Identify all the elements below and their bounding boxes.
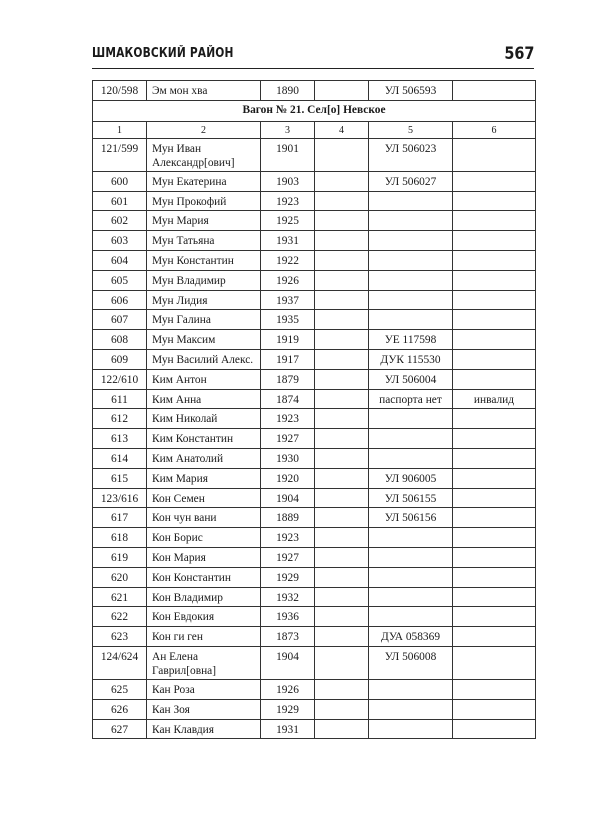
document-number: [369, 191, 453, 211]
person-name: Кон чун вани: [147, 508, 261, 528]
document-number: УЛ 506004: [369, 369, 453, 389]
table-row: [93, 211, 536, 231]
table-row: [93, 369, 536, 389]
column-4-cell: [315, 409, 369, 429]
row-number: 605: [93, 270, 147, 290]
person-name: Кон Борис: [147, 528, 261, 548]
document-number: УЛ 506023: [369, 138, 453, 171]
column-number: 5: [369, 121, 453, 138]
row-number: 123/616: [93, 488, 147, 508]
remark: [453, 81, 536, 101]
table-row: [93, 587, 536, 607]
remark: [453, 250, 536, 270]
column-number: 6: [453, 121, 536, 138]
table-row: [93, 250, 536, 270]
table-row: [93, 330, 536, 350]
remark: инвалид: [453, 389, 536, 409]
row-number: 121/599: [93, 138, 147, 171]
birth-year: 1923: [261, 409, 315, 429]
document-number: УЛ 506155: [369, 488, 453, 508]
row-number: 122/610: [93, 369, 147, 389]
row-number: 601: [93, 191, 147, 211]
remark: [453, 607, 536, 627]
birth-year: 1903: [261, 171, 315, 191]
column-4-cell: [315, 211, 369, 231]
document-number: [369, 679, 453, 699]
birth-year: 1936: [261, 607, 315, 627]
section-title: Вагон № 21. Сел[о] Невское: [93, 100, 536, 121]
column-4-cell: [315, 719, 369, 739]
column-4-cell: [315, 508, 369, 528]
table-row: [93, 528, 536, 548]
document-number: [369, 699, 453, 719]
person-name: Эм мон хва: [147, 81, 261, 101]
person-name: Ким Николай: [147, 409, 261, 429]
section-header-row: [93, 100, 536, 121]
row-number: 606: [93, 290, 147, 310]
remark: [453, 627, 536, 647]
document-number: УЛ 506156: [369, 508, 453, 528]
column-4-cell: [315, 389, 369, 409]
birth-year: 1926: [261, 270, 315, 290]
birth-year: 1873: [261, 627, 315, 647]
table-row: [93, 191, 536, 211]
birth-year: 1919: [261, 330, 315, 350]
row-number: 612: [93, 409, 147, 429]
person-name: Мун Лидия: [147, 290, 261, 310]
table-row: [93, 389, 536, 409]
row-number: 604: [93, 250, 147, 270]
header-rule: [92, 68, 534, 69]
row-number: 626: [93, 699, 147, 719]
column-4-cell: [315, 231, 369, 251]
table-row: [93, 429, 536, 449]
table-row: [93, 699, 536, 719]
document-number: [369, 270, 453, 290]
remark: [453, 587, 536, 607]
row-number: 609: [93, 349, 147, 369]
remark: [453, 310, 536, 330]
table-row: [93, 231, 536, 251]
remark: [453, 508, 536, 528]
birth-year: 1929: [261, 699, 315, 719]
remark: [453, 369, 536, 389]
birth-year: 1904: [261, 488, 315, 508]
column-4-cell: [315, 250, 369, 270]
row-number: 124/624: [93, 646, 147, 679]
remark: [453, 270, 536, 290]
remark: [453, 719, 536, 739]
column-number: 4: [315, 121, 369, 138]
remark: [453, 191, 536, 211]
birth-year: 1929: [261, 567, 315, 587]
column-number: 1: [93, 121, 147, 138]
birth-year: 1930: [261, 448, 315, 468]
page-number: 567: [503, 44, 534, 64]
person-name: Мун Екатерина: [147, 171, 261, 191]
table-row: [93, 646, 536, 679]
person-name: Кон Владимир: [147, 587, 261, 607]
birth-year: 1889: [261, 508, 315, 528]
document-number: УЕ 117598: [369, 330, 453, 350]
column-4-cell: [315, 699, 369, 719]
document-number: УЛ 506027: [369, 171, 453, 191]
birth-year: 1926: [261, 679, 315, 699]
person-name: Кон Константин: [147, 567, 261, 587]
table-row: [93, 138, 536, 171]
remark: [453, 231, 536, 251]
person-name: Мун Владимир: [147, 270, 261, 290]
person-name: Кан Клавдия: [147, 719, 261, 739]
row-number: 627: [93, 719, 147, 739]
document-number: [369, 547, 453, 567]
person-name: Кон Мария: [147, 547, 261, 567]
deportation-list-table: [92, 80, 536, 739]
table-row: [93, 310, 536, 330]
column-4-cell: [315, 330, 369, 350]
birth-year: 1923: [261, 191, 315, 211]
birth-year: 1937: [261, 290, 315, 310]
row-number: 615: [93, 468, 147, 488]
remark: [453, 646, 536, 679]
table-row: [93, 719, 536, 739]
document-number: [369, 429, 453, 449]
column-4-cell: [315, 567, 369, 587]
document-number: [369, 528, 453, 548]
row-number: 621: [93, 587, 147, 607]
person-name: Ким Антон: [147, 369, 261, 389]
column-numbers-row: [93, 121, 536, 138]
table-row: [93, 508, 536, 528]
remark: [453, 290, 536, 310]
remark: [453, 567, 536, 587]
birth-year: 1931: [261, 231, 315, 251]
table-row: [93, 488, 536, 508]
person-name: Мун Иван Александр[ович]: [147, 138, 261, 171]
person-name: Кон Семен: [147, 488, 261, 508]
birth-year: 1927: [261, 429, 315, 449]
person-name: Ким Анна: [147, 389, 261, 409]
remark: [453, 528, 536, 548]
birth-year: 1922: [261, 250, 315, 270]
remark: [453, 699, 536, 719]
table-row: [93, 679, 536, 699]
birth-year: 1879: [261, 369, 315, 389]
column-4-cell: [315, 270, 369, 290]
table-row: [93, 290, 536, 310]
document-number: ДУК 115530: [369, 349, 453, 369]
remark: [453, 429, 536, 449]
person-name: Мун Мария: [147, 211, 261, 231]
column-4-cell: [315, 627, 369, 647]
remark: [453, 448, 536, 468]
birth-year: 1890: [261, 81, 315, 101]
table-row: [93, 171, 536, 191]
person-name: Ким Константин: [147, 429, 261, 449]
remark: [453, 171, 536, 191]
page-header: [92, 44, 534, 70]
document-number: паспорта нет: [369, 389, 453, 409]
row-number: 620: [93, 567, 147, 587]
column-number: 3: [261, 121, 315, 138]
column-4-cell: [315, 468, 369, 488]
document-number: [369, 250, 453, 270]
column-4-cell: [315, 587, 369, 607]
column-4-cell: [315, 290, 369, 310]
column-4-cell: [315, 679, 369, 699]
remark: [453, 468, 536, 488]
column-4-cell: [315, 547, 369, 567]
document-number: УЛ 506008: [369, 646, 453, 679]
document-number: [369, 409, 453, 429]
document-number: ДУА 058369: [369, 627, 453, 647]
remark: [453, 679, 536, 699]
column-4-cell: [315, 646, 369, 679]
document-number: УЛ 906005: [369, 468, 453, 488]
remark: [453, 409, 536, 429]
birth-year: 1925: [261, 211, 315, 231]
document-number: УЛ 506593: [369, 81, 453, 101]
table-row: [93, 270, 536, 290]
remark: [453, 138, 536, 171]
column-number: 2: [147, 121, 261, 138]
birth-year: 1874: [261, 389, 315, 409]
row-number: 618: [93, 528, 147, 548]
row-number: 623: [93, 627, 147, 647]
birth-year: 1931: [261, 719, 315, 739]
person-name: Ан Елена Гаврил[овна]: [147, 646, 261, 679]
table-row: [93, 468, 536, 488]
document-number: [369, 567, 453, 587]
row-number: 120/598: [93, 81, 147, 101]
person-name: Мун Максим: [147, 330, 261, 350]
column-4-cell: [315, 349, 369, 369]
person-name: Мун Константин: [147, 250, 261, 270]
column-4-cell: [315, 607, 369, 627]
column-4-cell: [315, 369, 369, 389]
column-4-cell: [315, 81, 369, 101]
table-row: [93, 448, 536, 468]
row-number: 625: [93, 679, 147, 699]
table-row: [93, 627, 536, 647]
row-number: 614: [93, 448, 147, 468]
document-number: [369, 310, 453, 330]
person-name: Мун Василий Алекс.: [147, 349, 261, 369]
person-name: Кан Роза: [147, 679, 261, 699]
birth-year: 1920: [261, 468, 315, 488]
row-number: 608: [93, 330, 147, 350]
table-row: [93, 81, 536, 101]
birth-year: 1927: [261, 547, 315, 567]
row-number: 613: [93, 429, 147, 449]
document-number: [369, 211, 453, 231]
row-number: 607: [93, 310, 147, 330]
birth-year: 1923: [261, 528, 315, 548]
document-number: [369, 719, 453, 739]
birth-year: 1932: [261, 587, 315, 607]
remark: [453, 211, 536, 231]
row-number: 611: [93, 389, 147, 409]
person-name: Ким Анатолий: [147, 448, 261, 468]
column-4-cell: [315, 171, 369, 191]
row-number: 602: [93, 211, 147, 231]
remark: [453, 488, 536, 508]
row-number: 617: [93, 508, 147, 528]
document-number: [369, 290, 453, 310]
row-number: 619: [93, 547, 147, 567]
table-row: [93, 349, 536, 369]
document-number: [369, 448, 453, 468]
person-name: Ким Мария: [147, 468, 261, 488]
column-4-cell: [315, 138, 369, 171]
row-number: 622: [93, 607, 147, 627]
row-number: 600: [93, 171, 147, 191]
person-name: Кон ги ген: [147, 627, 261, 647]
birth-year: 1935: [261, 310, 315, 330]
column-4-cell: [315, 191, 369, 211]
column-4-cell: [315, 310, 369, 330]
column-4-cell: [315, 488, 369, 508]
remark: [453, 349, 536, 369]
document-number: [369, 231, 453, 251]
birth-year: 1904: [261, 646, 315, 679]
table-row: [93, 567, 536, 587]
birth-year: 1917: [261, 349, 315, 369]
person-name: Мун Галина: [147, 310, 261, 330]
birth-year: 1901: [261, 138, 315, 171]
person-name: Кон Евдокия: [147, 607, 261, 627]
remark: [453, 547, 536, 567]
person-name: Мун Прокофий: [147, 191, 261, 211]
person-name: Кан Зоя: [147, 699, 261, 719]
document-number: [369, 607, 453, 627]
column-4-cell: [315, 448, 369, 468]
running-title: ШМАКОВСКИЙ РАЙОН: [92, 46, 234, 61]
column-4-cell: [315, 528, 369, 548]
table-row: [93, 547, 536, 567]
table-row: [93, 607, 536, 627]
person-name: Мун Татьяна: [147, 231, 261, 251]
remark: [453, 330, 536, 350]
table-row: [93, 409, 536, 429]
document-number: [369, 587, 453, 607]
column-4-cell: [315, 429, 369, 449]
row-number: 603: [93, 231, 147, 251]
